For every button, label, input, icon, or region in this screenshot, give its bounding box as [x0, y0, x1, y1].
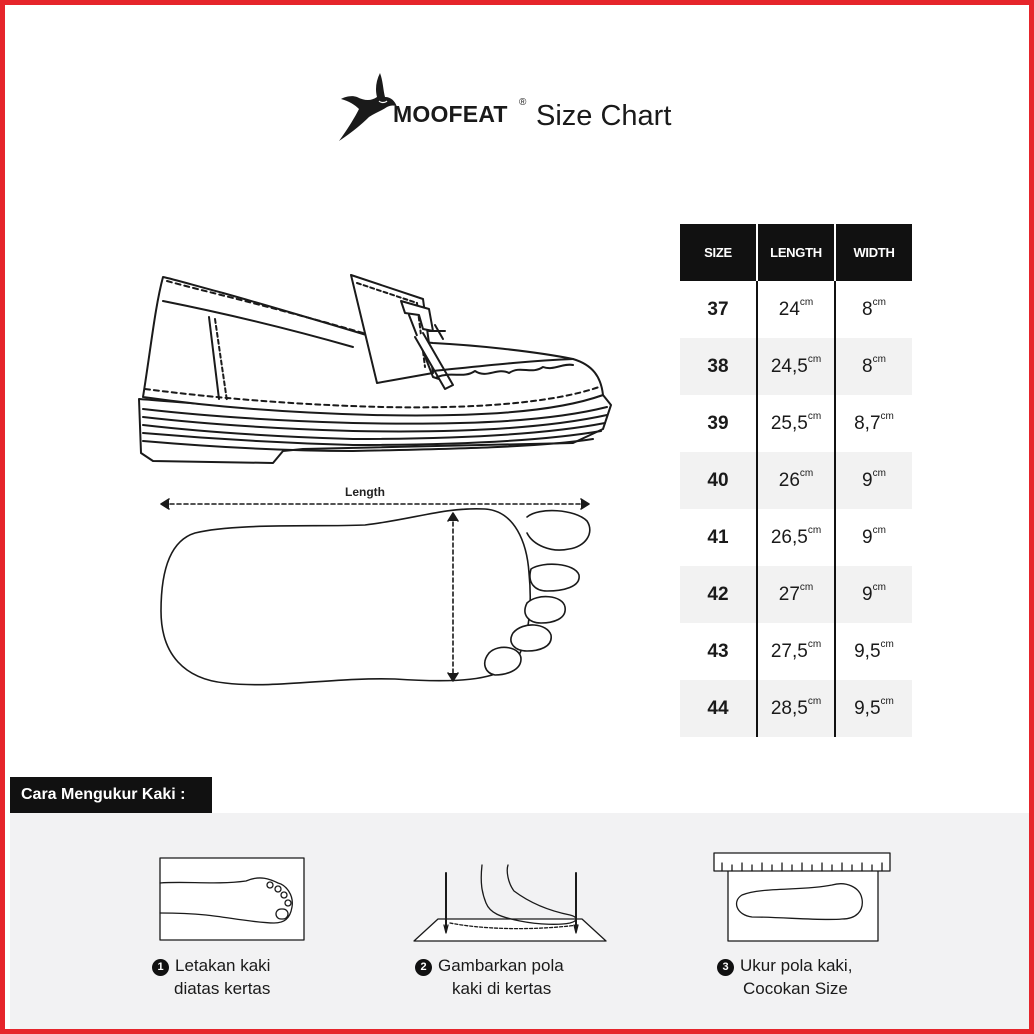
- page-title: Size Chart: [536, 100, 672, 132]
- cell-length: $25,5^{cm}$: [757, 395, 835, 452]
- unit-label: cm: [807, 353, 822, 365]
- cell-size: 42: [680, 566, 757, 623]
- brand-name: MOOFEAT: [393, 101, 508, 127]
- header: [335, 67, 715, 151]
- size-table: [680, 224, 912, 737]
- table-row: [680, 338, 912, 395]
- table-header-row: [680, 224, 912, 281]
- cell-width: $8^{cm}$: [835, 338, 912, 395]
- cell-length: $26,5^{cm}$: [757, 509, 835, 566]
- unit-label: cm: [880, 638, 894, 650]
- header-width: WIDTH: [835, 224, 912, 281]
- cell-size: 39: [680, 395, 757, 452]
- swallow-bird-icon: [335, 67, 397, 147]
- cell-size: 37: [680, 281, 757, 338]
- cell-width: $9^{cm}$: [835, 566, 912, 623]
- step-3: [717, 954, 852, 1000]
- cell-length: $26^{cm}$: [757, 452, 835, 509]
- unit-label: cm: [799, 467, 814, 479]
- cell-length: $24,5^{cm}$: [757, 338, 835, 395]
- unit-label: cm: [872, 353, 886, 365]
- step-2: [415, 954, 564, 1000]
- step-number: 1: [152, 959, 169, 976]
- table-row: [680, 566, 912, 623]
- foot-sole-illustration: [155, 483, 601, 715]
- step-number: 2: [415, 959, 432, 976]
- step-text-line2: kaki di kertas: [452, 979, 552, 998]
- step-number: 3: [717, 959, 734, 976]
- cell-size: 41: [680, 509, 757, 566]
- cell-size: 43: [680, 623, 757, 680]
- step2-draw-outline-icon: [410, 863, 610, 945]
- cell-width: $9^{cm}$: [835, 452, 912, 509]
- cell-width: $9,5^{cm}$: [835, 623, 912, 680]
- table-row: [680, 452, 912, 509]
- table-row: [680, 395, 912, 452]
- cell-width: $8,7^{cm}$: [835, 395, 912, 452]
- unit-label: cm: [807, 410, 822, 422]
- cell-length: $28,5^{cm}$: [757, 680, 835, 737]
- unit-label: cm: [872, 296, 886, 308]
- step-text-line1: Letakan kaki: [175, 956, 271, 975]
- cell-width: $8^{cm}$: [835, 281, 912, 338]
- step1-foot-on-paper-icon: [156, 857, 306, 943]
- unit-label: cm: [872, 467, 886, 479]
- step-text-line1: Gambarkan pola: [438, 956, 564, 975]
- cell-length: $24^{cm}$: [757, 281, 835, 338]
- how-to-panel: [10, 813, 1034, 1034]
- step3-ruler-measure-icon: [712, 851, 892, 943]
- unit-label: cm: [799, 581, 814, 593]
- cell-width: $9^{cm}$: [835, 509, 912, 566]
- table-row: [680, 680, 912, 737]
- length-label: Length: [345, 485, 385, 499]
- table-row: [680, 281, 912, 338]
- unit-label: cm: [799, 296, 814, 308]
- table-row: [680, 623, 912, 680]
- loafer-illustration: [133, 267, 619, 473]
- how-to-title: Cara Mengukur Kaki :: [10, 777, 212, 813]
- unit-label: cm: [880, 410, 894, 422]
- step-1: [152, 954, 270, 1000]
- header-length: LENGTH: [757, 224, 835, 281]
- cell-length: $27^{cm}$: [757, 566, 835, 623]
- step-text-line2: diatas kertas: [174, 979, 271, 998]
- cell-length: $27,5^{cm}$: [757, 623, 835, 680]
- registered-mark: ®: [519, 97, 527, 108]
- step-text-line2: Cocokan Size: [743, 979, 848, 998]
- unit-label: cm: [872, 524, 886, 536]
- unit-label: cm: [872, 581, 886, 593]
- cell-width: $9,5^{cm}$: [835, 680, 912, 737]
- cell-size: 44: [680, 680, 757, 737]
- unit-label: cm: [880, 695, 894, 707]
- header-size: SIZE: [680, 224, 757, 281]
- unit-label: cm: [807, 638, 822, 650]
- cell-size: 38: [680, 338, 757, 395]
- step-text-line1: Ukur pola kaki,: [740, 956, 853, 975]
- table-row: [680, 509, 912, 566]
- unit-label: cm: [807, 695, 822, 707]
- unit-label: cm: [807, 524, 822, 536]
- cell-size: 40: [680, 452, 757, 509]
